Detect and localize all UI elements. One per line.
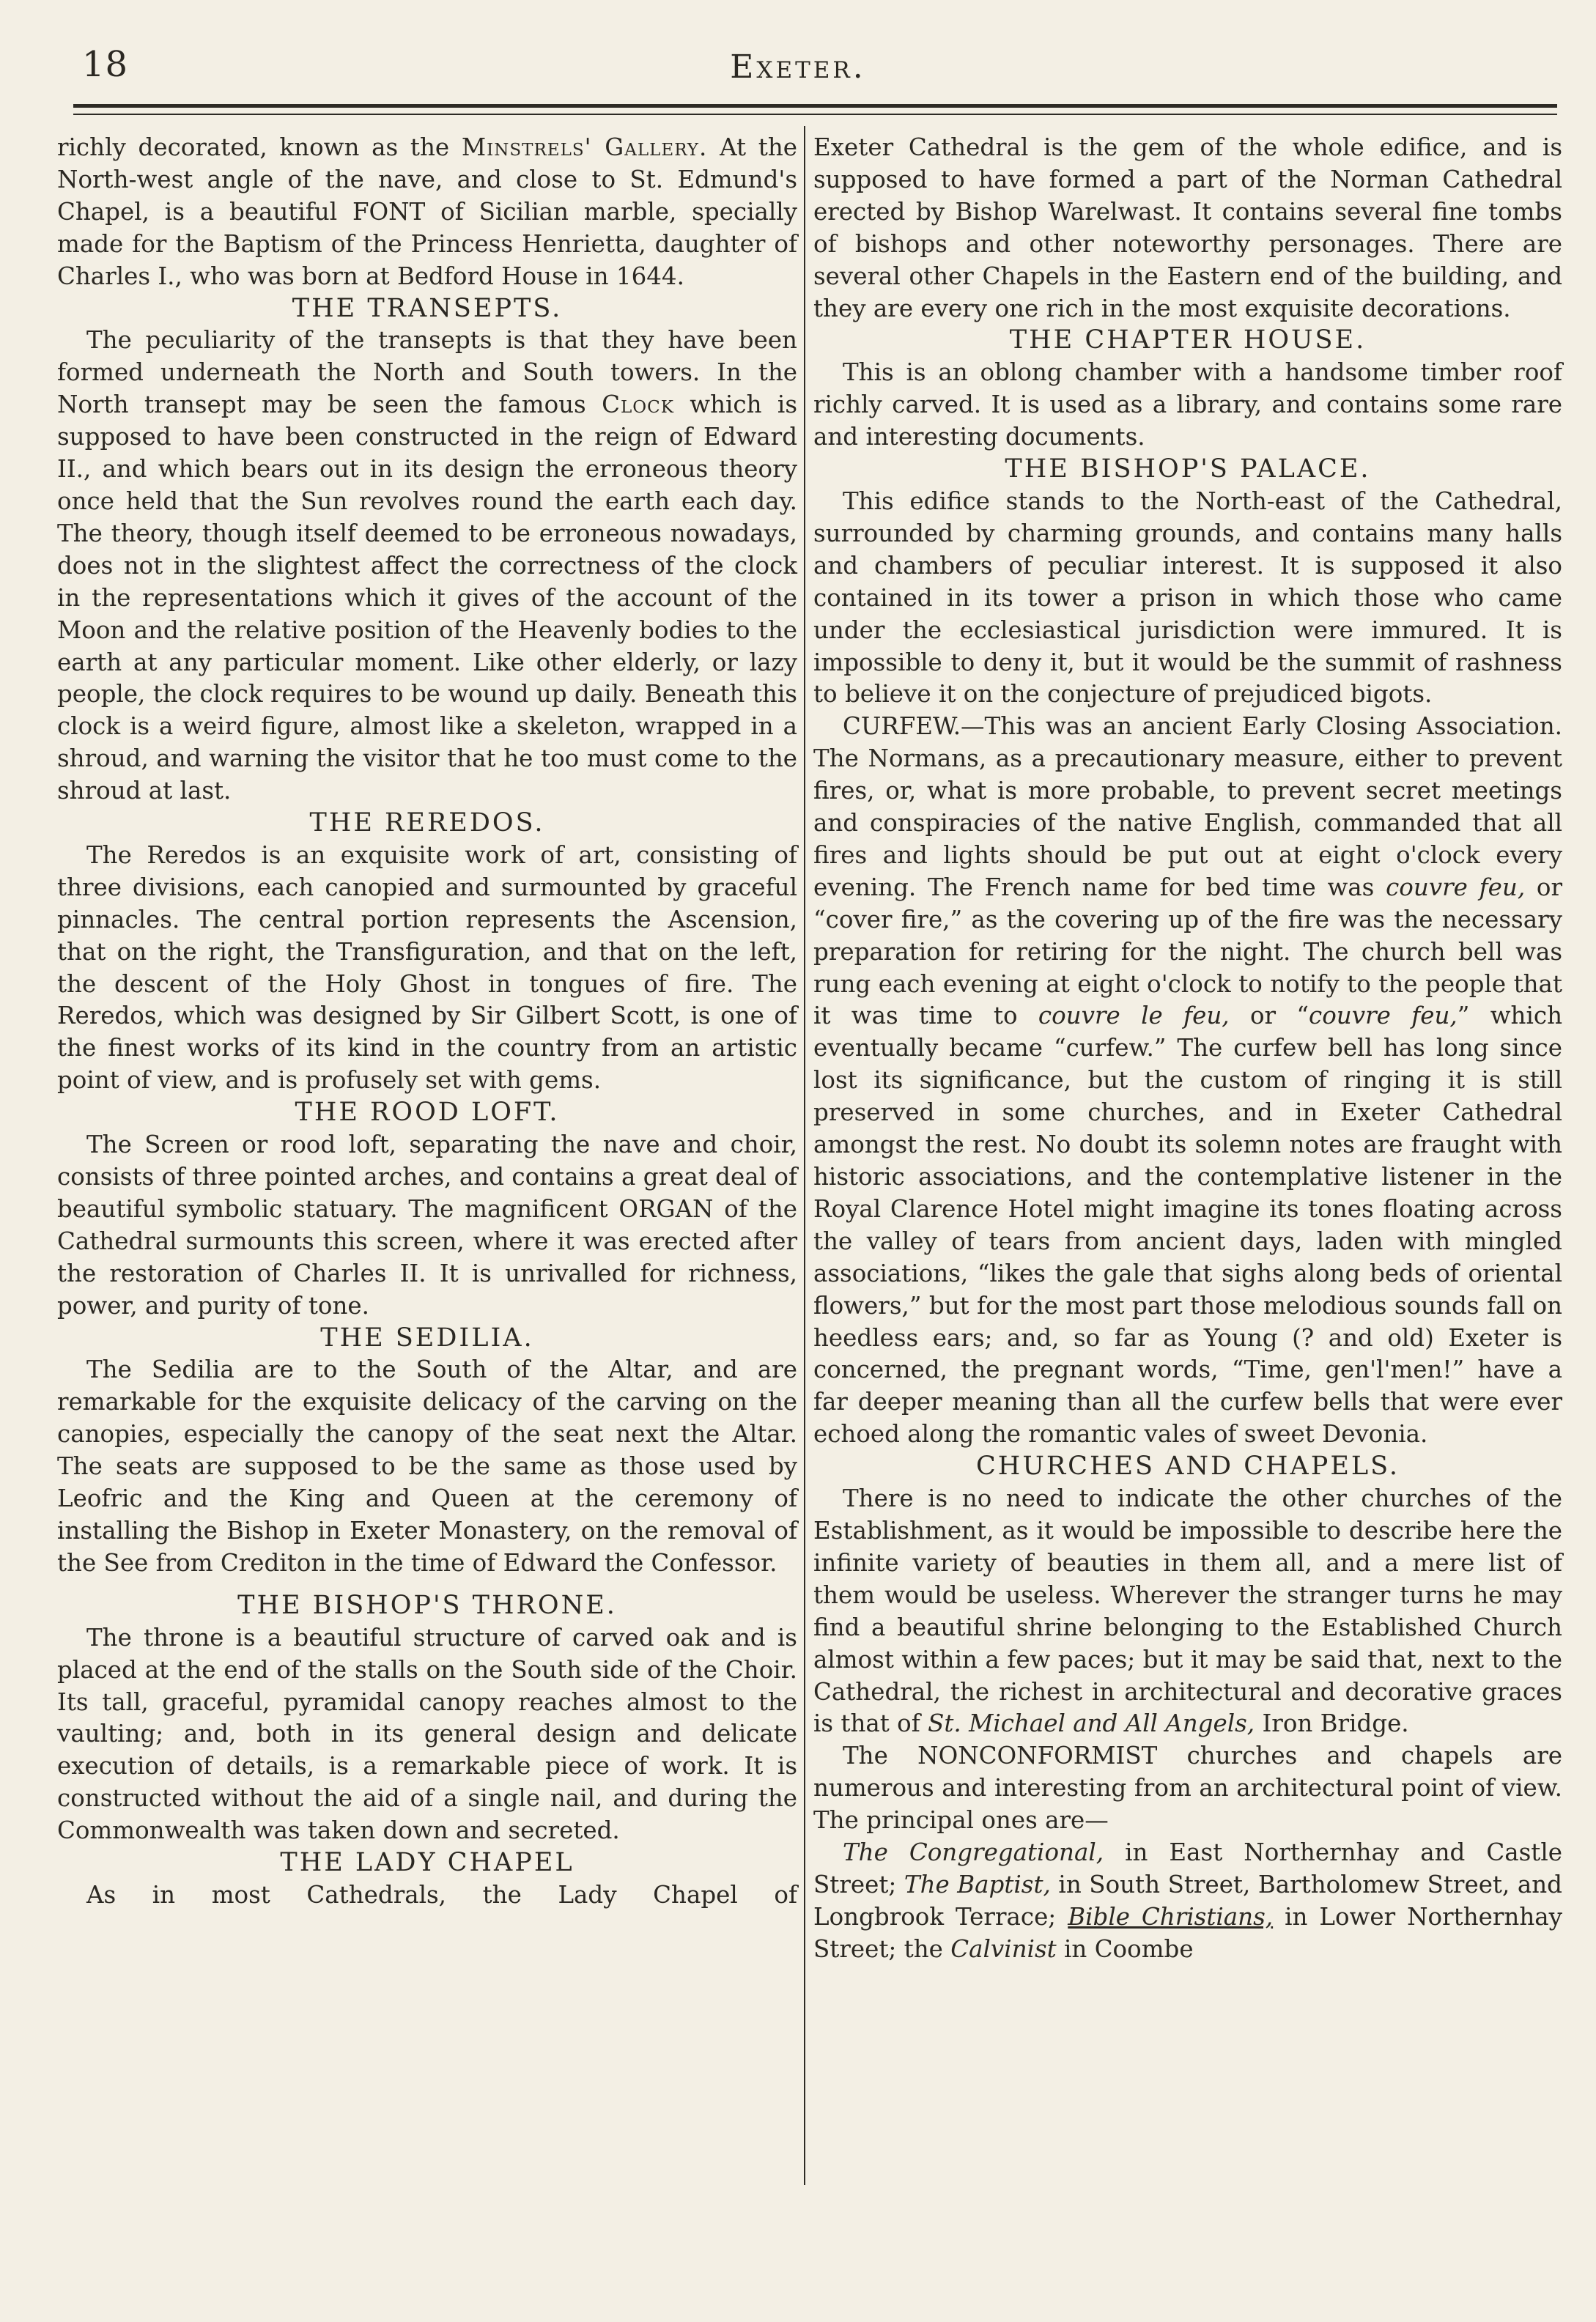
section-heading-bishops-palace: THE BISHOP'S PALACE. — [1005, 454, 1371, 484]
paragraph: The throne is a beautiful structure of carved oak and is placed at the end of the stalls on the South side of the Choir. Its tall, graceful, pyramidal canopy reaches almost to the vaulting; and, both in its general design and delicate execution of details, is a remarkable piece of work. It is constructed without the aid of a single nail, and during the Commonwealth was taken down and secreted. — [57, 1623, 797, 1845]
paragraph-curfew: CURFEW.—This was an ancient Early Closing Association. The Normans, as a precautionary measure, either to prevent fires, or, what is more probable, to prevent secret meetings and conspiracies of the native English, commanded that all fires and lights should be put out at eight o'clock every evening. The French name for bed time was couvre feu, or “cover fire,” as the covering up of the fire was the necessary preparation for retiring for the night. The church bell was rung each evening at eight o'clock to notify to the people that it was time to couvre le feu, or “couvre feu,” which eventually became “curfew.” The curfew bell has long since lost its significance, but the custom of ringing it is still preserved in some churches, and in Exeter Cathedral amongst the rest. No doubt its solemn notes are fraught with historic associations, and the contemplative listener in the Royal Clarence Hotel might imagine its tones floating across the valley of tears from ancient days, laden with mingled associations, “likes the gale that sighs along beds of oriental flowers,” but for the most part those melodious sounds fall on heedless ears; and, so far as Young (? and old) Exeter is concerned, the pregnant words, “Time, gen'l'men!” have a far deeper meaning than all the curfew bells that were ever echoed along the romantic vales of sweet Devonia. — [813, 712, 1562, 1449]
section-heading-rood-loft: THE ROOD LOFT. — [295, 1098, 560, 1128]
paragraph: This edifice stands to the North-east of the Cathedral, surrounded by charming grounds, and contains many halls and chambers of peculiar interest. It is supposed it also contained in its tower a prison in which those who came under the ecclesiastical jurisdiction were immured. It is impossible to deny it, but it would be the summit of rashness to believe it on the conjecture of prejudiced bigots. — [813, 487, 1562, 709]
right-column — [813, 132, 1562, 1966]
column-divider — [804, 126, 805, 2185]
section-heading-chapter-house: THE CHAPTER HOUSE. — [1009, 325, 1367, 355]
paragraph: The peculiarity of the transepts is that they have been formed underneath the North and South towers. In the North transept may be seen the famous Clock which is supposed to have been constructed in the reign of Edward II., and which bears out in its design the erroneous theory once held that the Sun revolves round the earth each day. The theory, though itself deemed to be erroneous nowadays, does not in the slightest affect the correctness of the clock in the representations which it gives of the account of the Moon and the relative position of the Heavenly bodies to the earth at any particular moment. Like other elderly, or lazy people, the clock requires to be wound up daily. Beneath this clock is a weird figure, almost like a skeleton, wrapped in a shroud, and warning the visitor that he too must come to the shroud at last. — [57, 326, 798, 805]
header-rule-thin — [73, 114, 1557, 115]
paragraph: There is no need to indicate the other churches of the Establishment, as it would be impossible to describe here the infinite variety of beauties in them all, and a mere list of them would be useless. Wherever the stranger turns he may find a beautiful shrine belonging to the Established Church almost within a few paces; but it may be said that, next to the Cathedral, the richest in architectural and decorative graces is that of St. Michael and All Angels, Iron Bridge. — [813, 1484, 1562, 1738]
paragraph: Exeter Cathedral is the gem of the whole edifice, and is supposed to have formed a part of the Norman Cathedral erected by Bishop Warelwast. It contains several fine tombs of bishops and other noteworthy personages. There are several other Chapels in the Eastern end of the building, and they are every one rich in the most exquisite decorations. — [813, 133, 1562, 322]
page-number: 18 — [82, 44, 129, 85]
paragraph: The Sedilia are to the South of the Altar, and are remarkable for the exquisite delicacy of the carving on the canopies, especially the canopy of the seat next the Altar. The seats are supposed to be the same as those used by Leofric and the King and Queen at the ceremony of installing the Bishop in Exeter Monastery, on the removal of the See from Crediton in the time of Edward the Confessor. — [57, 1356, 797, 1577]
paragraph-chapel-list: The Congregational, in East Northernhay and Castle Street; The Baptist, in South Street, Bartholomew Street, and Longbrook Terrace; Bible Christians, in Lower Northernhay Street; the Calvinist in Coombe — [813, 1838, 1563, 1963]
paragraph: richly decorated, known as the Minstrels' Gallery. At the North-west angle of the nave, and close to St. Edmund's Chapel, is a beautiful FONT of Sicilian marble, specially made for the Baptism of the Princess Henrietta, daughter of Charles I., who was born at Bedford House in 1644. — [57, 133, 797, 290]
paragraph: As in most Cathedrals, the Lady Chapel of — [86, 1880, 797, 1909]
section-heading-lady-chapel: THE LADY CHAPEL — [280, 1848, 575, 1878]
section-heading-transepts: THE TRANSEPTS. — [292, 293, 563, 323]
section-heading-bishops-throne: THE BISHOP'S THRONE. — [237, 1590, 617, 1620]
header-rule-thick — [73, 104, 1557, 108]
paragraph: The Reredos is an exquisite work of art, consisting of three divisions, each canopied and surmounted by graceful pinnacles. The central portion represents the Ascension, that on the right, the Transfiguration, and that on the left, the descent of the Holy Ghost in tongues of fire. The Reredos, which was designed by Sir Gilbert Scott, is one of the finest works of its kind in the country from an artistic point of view, and is profusely set with gems. — [57, 840, 797, 1095]
left-column — [57, 132, 797, 1912]
paragraph: This is an oblong chamber with a handsome timber roof richly carved. It is used as a library, and contains some rare and interesting documents. — [813, 358, 1562, 451]
section-heading-reredos: THE REREDOS. — [309, 808, 545, 838]
section-heading-churches-and-chapels: CHURCHES AND CHAPELS. — [976, 1452, 1400, 1482]
paragraph: The Screen or rood loft, separating the nave and choir, consists of three pointed arches, and contains a great deal of beautiful symbolic statuary. The magnificent ORGAN of the Cathedral surmounts this screen, where it was erected after the restoration of Charles II. It is unrivalled for richness, power, and purity of tone. — [57, 1131, 797, 1320]
paragraph: The NONCONFORMIST churches and chapels are numerous and interesting from an architectural point of view. The principal ones are— — [813, 1742, 1562, 1835]
running-title: Exeter. — [730, 48, 866, 86]
section-heading-sedilia: THE SEDILIA. — [320, 1323, 534, 1353]
